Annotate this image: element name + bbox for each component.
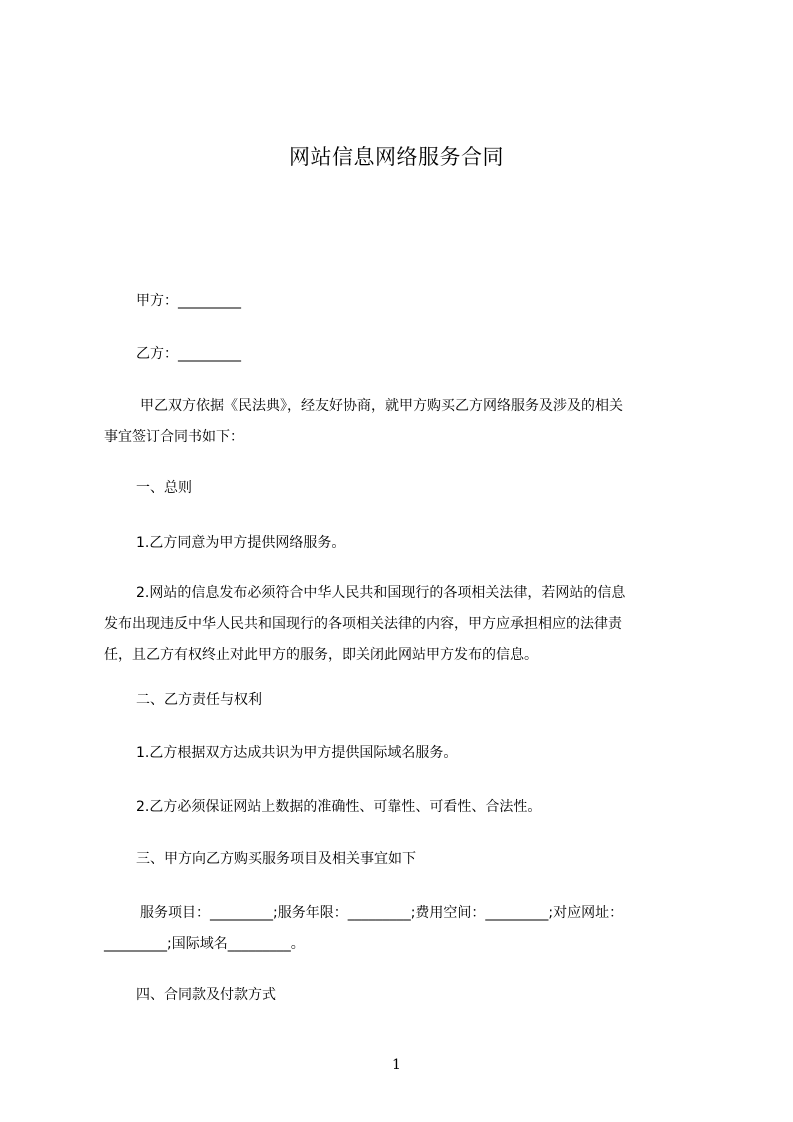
intro-paragraph <box>104 391 704 453</box>
section-3-body <box>104 898 704 960</box>
section-3-body-line-1: 服务项目：_________;服务年限：_________;费用空间：_________;对应网址： <box>140 905 624 921</box>
section-1-item-1: 1.乙方同意为甲方提供网络服务。 <box>136 535 346 551</box>
party-a-line: 甲方：_________ <box>136 293 241 309</box>
section-1-item-2 <box>104 578 704 671</box>
party-b-line: 乙方：_________ <box>136 346 241 362</box>
intro-line-2: 事宜签订合同书如下： <box>104 429 244 445</box>
page-number: 1 <box>392 1057 401 1073</box>
intro-line-1: 甲乙双方依据《民法典》，经友好协商，就甲方购买乙方网络服务及涉及的相关 <box>140 398 623 414</box>
document-title: 网站信息网络服务合同 <box>289 145 504 169</box>
section-4-heading: 四、合同款及付款方式 <box>136 987 276 1003</box>
section-1-item-2-line-2: 发布出现违反中华人民共和国现行的各项相关法律的内容，甲方应承担相应的法律责 <box>104 616 622 632</box>
section-3-body-line-2: _________;国际域名_________。 <box>104 936 305 952</box>
section-2-item-2: 2.乙方必须保证网站上数据的准确性、可靠性、可看性、合法性。 <box>136 799 542 815</box>
section-3-heading: 三、甲方向乙方购买服务项目及相关事宜如下 <box>136 851 416 867</box>
section-2-item-1: 1.乙方根据双方达成共识为甲方提供国际域名服务。 <box>136 745 458 761</box>
section-1-item-2-line-1: 2.网站的信息发布必须符合中华人民共和国现行的各项相关法律，若网站的信息 <box>136 585 626 601</box>
section-2-heading: 二、乙方责任与权利 <box>136 692 262 708</box>
section-1-item-2-line-3: 任，且乙方有权终止对此甲方的服务，即关闭此网站甲方发布的信息。 <box>104 647 538 663</box>
section-1-heading: 一、总则 <box>136 480 192 496</box>
